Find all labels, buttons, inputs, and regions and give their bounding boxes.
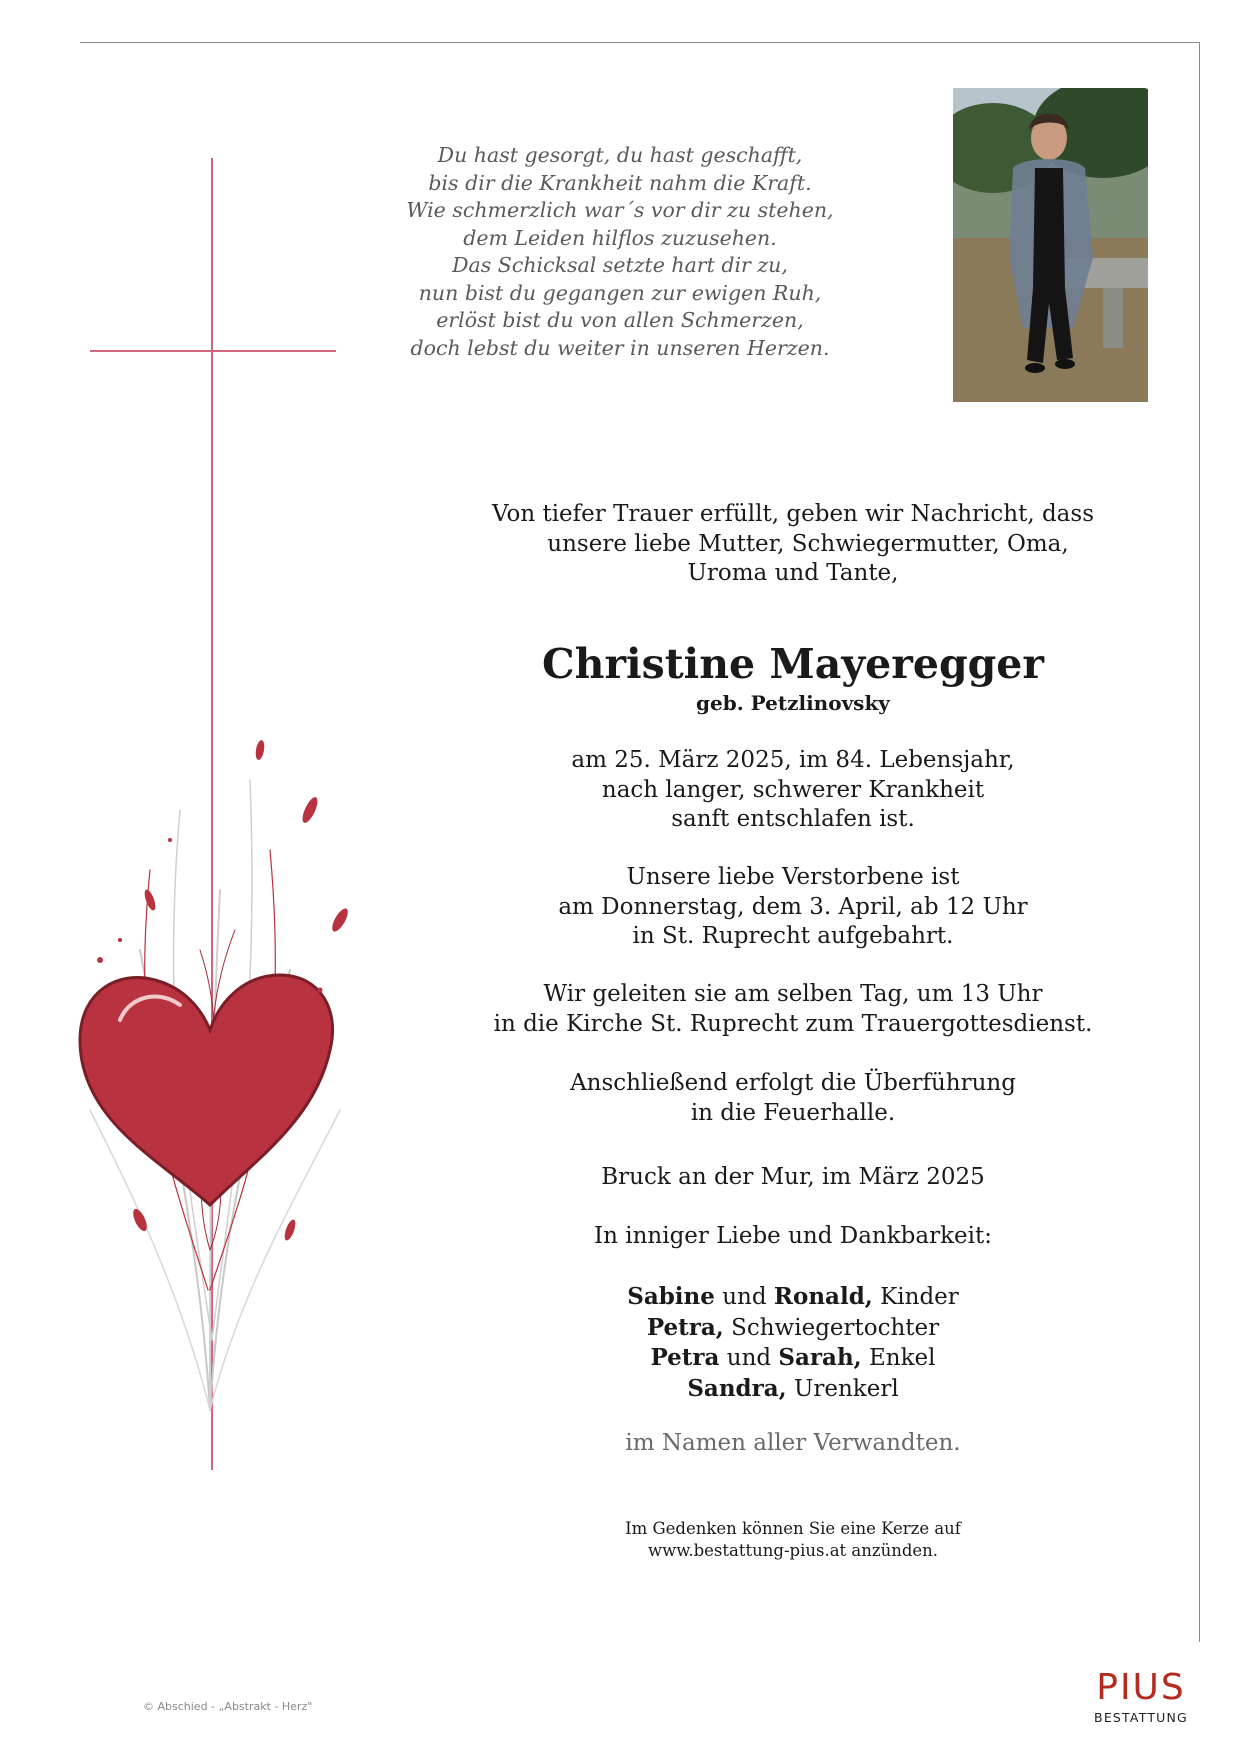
poem-line: dem Leiden hilflos zuzusehen. [463,225,777,250]
frame-top-line [80,42,1200,43]
transfer-info [460,1069,1126,1128]
mourner-joiner: und [726,1345,772,1371]
pius-logo [1086,1668,1196,1732]
mourner-joiner: und [722,1284,767,1310]
viewing-line: am Donnerstag, dem 3. April, ab 12 Uhr [558,893,1028,920]
candle-note-line: Im Gedenken können Sie eine Kerze auf [625,1519,961,1538]
mourner-role: Urenkerl [793,1375,899,1402]
death-info-line: am 25. März 2025, im 84. Lebensjahr, [571,747,1015,773]
mourner-name: Petra, [646,1313,724,1341]
mourner-role: Enkel [869,1345,936,1371]
service-info [460,980,1126,1039]
mourner-name: Sandra, [687,1374,787,1402]
image-credit: © Abschied - „Abstrakt - Herz" [143,1700,313,1713]
transfer-line: in die Feuerhalle. [690,1099,896,1126]
intro-line: Von tiefer Trauer erfüllt, geben wir Nachricht, dass [491,501,1095,527]
mourner-row [460,1282,1126,1313]
birth-name: geb. Petzlinovsky [696,691,890,715]
mourner-row [460,1313,1126,1344]
transfer-line: Anschließend erfolgt die Überführung [570,1070,1016,1096]
logo-subtitle: BESTATTUNG [1094,1710,1188,1725]
mourner-role: Schwiegertochter [731,1314,940,1341]
mourners-list [460,1282,1126,1404]
candle-note-line: www.bestattung-pius.at anzünden. [647,1541,939,1560]
service-line: in die Kirche St. Ruprecht zum Trauergottesdienst. [493,1010,1093,1037]
relatives-text: im Namen aller Verwandten. [625,1430,961,1456]
mourner-row [460,1343,1126,1374]
mourner-name: Sabine [627,1283,715,1310]
announcement-intro [460,500,1126,589]
mourner-name: Petra [650,1344,720,1371]
closing-line [460,1222,1126,1252]
mourner-row [460,1374,1126,1405]
place-date-text: Bruck an der Mur, im März 2025 [601,1164,985,1190]
portrait-photo [953,88,1148,402]
poem-line: doch lebst du weiter in unseren Herzen. [410,335,830,360]
cross-horizontal-bar [90,350,336,352]
viewing-line: Unsere liebe Verstorbene ist [626,864,960,890]
viewing-info [460,863,1126,952]
service-line: Wir geleiten sie am selben Tag, um 13 Uhr [543,981,1043,1007]
poem-line: bis dir die Krankheit nahm die Kraft. [428,170,812,195]
death-info [460,746,1126,835]
mourner-name: Ronald, [773,1283,873,1310]
intro-line: Uroma und Tante, [687,560,899,586]
mourner-role: Kinder [880,1284,959,1310]
poem-line: erlöst bist du von allen Schmerzen, [436,308,804,332]
logo-name: PIUS [1096,1667,1186,1708]
place-date [460,1163,1126,1193]
poem-line: Wie schmerzlich war´s vor dir zu stehen, [406,198,834,222]
death-info-line: sanft entschlafen ist. [671,806,915,832]
heart-illustration [60,690,380,1430]
poem-line: Du hast gesorgt, du hast geschafft, [437,143,803,167]
viewing-line: in St. Ruprecht aufgebahrt. [632,923,954,949]
poem-line: Das Schicksal setzte hart dir zu, [452,253,788,277]
poem-line: nun bist du gegangen zur ewigen Ruh, [418,280,822,305]
relatives-line [460,1429,1126,1459]
closing-text: In inniger Liebe und Dankbarkeit: [594,1223,992,1249]
deceased-name: Christine Mayeregger [542,640,1044,688]
death-info-line: nach langer, schwerer Krankheit [601,776,985,803]
intro-line: unsere liebe Mutter, Schwiegermutter, Oma, [547,530,1069,557]
frame-right-line [1199,42,1200,1642]
candle-note [560,1518,1026,1562]
mourner-name: Sarah, [778,1344,862,1371]
memorial-poem [360,142,880,362]
